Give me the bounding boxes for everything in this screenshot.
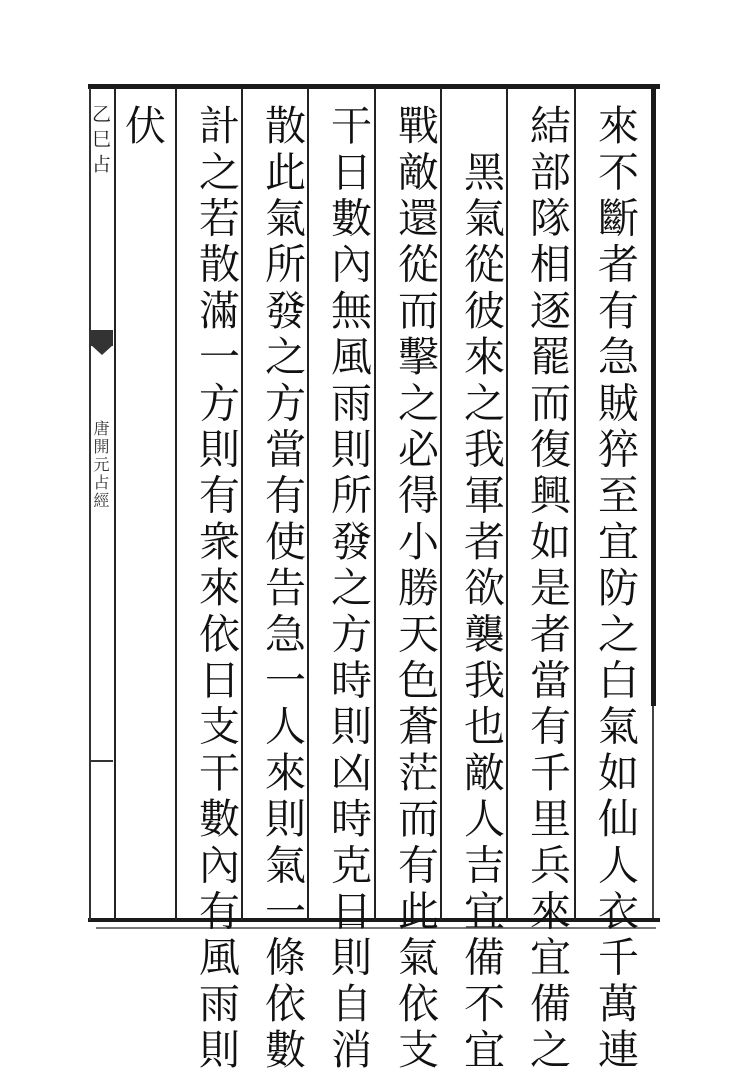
lower-fishtail-mark <box>91 760 113 762</box>
fishtail-mark-notch <box>91 345 113 355</box>
text-column-3: 黑氣從彼來之我軍者欲襲我也敵人吉宜備不宜 <box>457 104 505 1074</box>
text-column-6: 散此氣所發之方當有使告急一人來則氣一條依數 <box>258 104 306 1074</box>
text-column-1: 來不斷者有急賊猝至宜防之白氣如仙人衣千萬連 <box>591 104 639 1074</box>
text-column-8: 伏 <box>118 104 166 151</box>
column-divider <box>175 88 177 920</box>
right-border <box>651 84 656 706</box>
margin-section-title: 唐開元占經 <box>91 420 110 510</box>
text-column-4: 戰敵還從而擊之必得小勝天色蒼茫而有此氣依支 <box>391 104 439 1074</box>
fishtail-mark <box>91 330 113 346</box>
text-column-2: 結部隊相逐罷而復興如是者當有千里兵來宜備之 <box>523 104 571 1074</box>
text-column-7: 計之若散滿一方則有衆來依日支干數內有風雨則 <box>192 104 240 1074</box>
column-divider <box>114 88 116 920</box>
margin-title: 乙巳占 <box>89 104 111 179</box>
text-column-5: 干日數內無風雨則所發之方時則凶時克日則自消 <box>324 104 372 1074</box>
right-border-lower <box>652 706 654 922</box>
